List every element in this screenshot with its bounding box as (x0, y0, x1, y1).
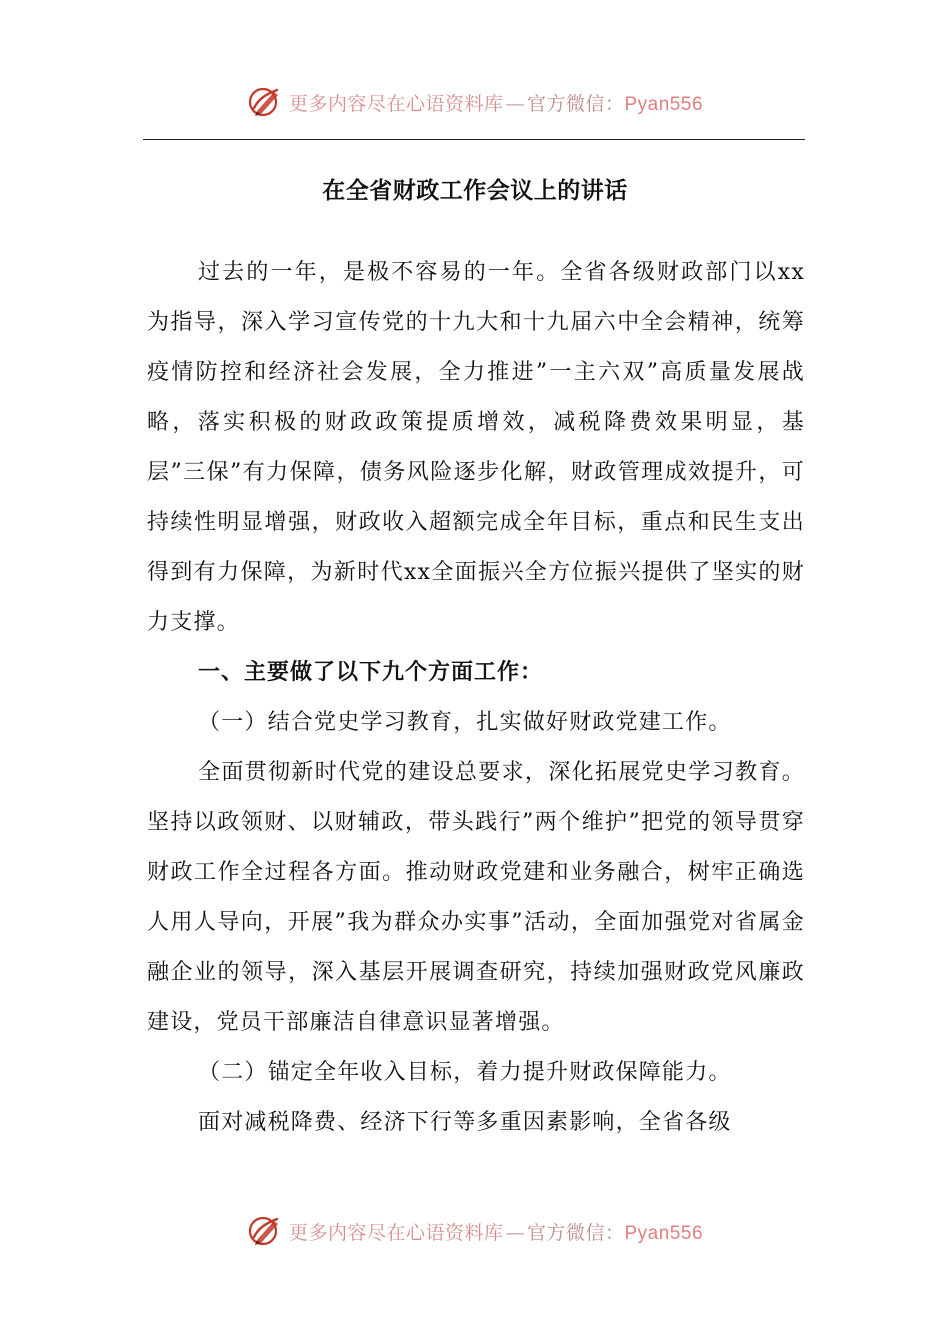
document-title: 在全省财政工作会议上的讲话 (322, 178, 628, 204)
subsection-body-2: 面对减税降费、经济下行等多重因素影响，全省各级 (198, 1110, 732, 1135)
subsection-heading-2: （二）锚定全年收入目标，着力提升财政保障能力。 (198, 1060, 732, 1085)
subsection-body-1: 全面贯彻新时代党的建设总要求，深化拓展党史学习教育。坚持以政领财、以财辅政，带头践行”两个维护”把党的领导贯穿财政工作全过程各方面。推动财政党建和业务融合，树牢正确选人用人导向，开展”我为群众办实事”活动，全面加强党对省属金融企业的领导，深入基层开展调查研究，持续加强财政党风廉政建设，党员干部廉洁自律意识显著增强。 (147, 760, 805, 1035)
banner-wechat-label: 官方微信： (526, 1221, 625, 1244)
banner-separator: — (505, 1221, 525, 1244)
header-watermark-banner (0, 82, 950, 122)
banner-separator: — (505, 92, 525, 115)
pen-logo-icon (247, 1213, 283, 1249)
banner-brand: 更多内容尽在心语资料库 (288, 1221, 504, 1244)
banner-brand: 更多内容尽在心语资料库 (288, 92, 504, 115)
footer-watermark-banner (0, 1211, 950, 1251)
section-heading: 一、主要做了以下九个方面工作： (198, 660, 544, 685)
pen-logo-icon (247, 84, 283, 120)
subsection-heading-1: （一）结合党史学习教育，扎实做好财政党建工作。 (198, 710, 732, 735)
banner-wechat-id: Pyan556 (624, 1222, 704, 1244)
banner-wechat-id: Pyan556 (624, 93, 704, 115)
intro-paragraph: 过去的一年，是极不容易的一年。全省各级财政部门以xx为指导，深入学习宣传党的十九大和十九届六中全会精神，统筹疫情防控和经济社会发展，全力推进”一主六双”高质量发展战略，落实积极的财政政策提质增效，减税降费效果明显，基层”三保”有力保障，债务风险逐步化解，财政管理成效提升，可持续性明显增强，财政收入超额完成全年目标，重点和民生支出得到有力保障，为新时代xx全面振兴全方位振兴提供了坚实的财力支撑。 (147, 260, 805, 635)
banner-wechat-label: 官方微信： (526, 92, 625, 115)
header-divider (143, 139, 805, 140)
document-body (147, 248, 805, 1148)
